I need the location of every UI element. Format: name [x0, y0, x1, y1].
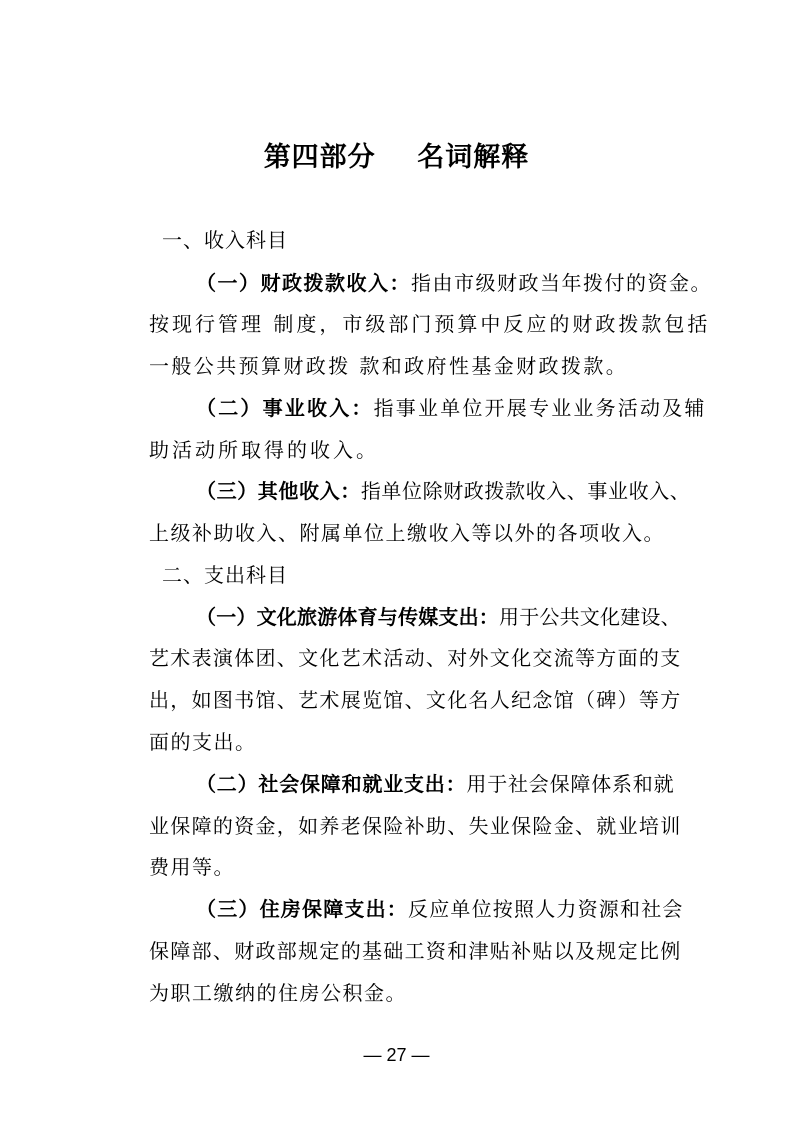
section-heading-expenditure: 二、支出科目 [162, 563, 288, 587]
paragraph-line: 为职工缴纳的住房公积金。 [149, 981, 407, 1005]
term-label: （一）文化旅游体育与传媒支出： [196, 605, 499, 629]
paragraph-line: 费用等。 [149, 855, 235, 879]
paragraph-line [196, 477, 690, 505]
paragraph-line [196, 394, 707, 422]
section-heading-income: 一、收入科目 [162, 228, 288, 252]
paragraph-line: 保障部、财政部规定的基础工资和津贴补贴以及规定比例 [149, 939, 682, 963]
term-label: （一）财政拨款收入： [196, 271, 411, 295]
paragraph-line: 按现行管理 制度，市级部门预算中反应的财政拨款包括 [149, 312, 711, 336]
definition-text: 指事业单位开展专业业务活动及辅 [373, 396, 707, 420]
paragraph-line: 业保障的资金，如养老保险补助、失业保险金、就业培训 [149, 814, 682, 838]
paragraph-line: 艺术表演体团、文化艺术活动、对外文化交流等方面的支 [149, 646, 682, 670]
definition-text: 用于社会保障体系和就 [466, 772, 675, 796]
paragraph-line: 面的支出。 [149, 730, 257, 754]
term-label: （二）事业收入： [196, 396, 374, 420]
paragraph-line [196, 895, 684, 923]
paragraph-line [196, 269, 712, 297]
definition-text: 用于公共文化建设、 [499, 605, 681, 629]
term-label: （二）社会保障和就业支出： [196, 772, 467, 796]
term-label: （三）住房保障支出： [196, 897, 408, 921]
page-title: 第四部分 名词解释 [263, 142, 530, 173]
page-number: — 27 — [363, 1045, 430, 1065]
paragraph-line: 助活动所取得的收入。 [149, 438, 379, 462]
term-label: （三）其他收入： [196, 479, 361, 503]
paragraph-line: 一般公共预算财政拨 款和政府性基金财政拨款。 [149, 354, 629, 378]
paragraph-line [196, 770, 674, 798]
paragraph-line: 上级补助收入、附属单位上缴收入等以外的各项收入。 [149, 521, 665, 545]
paragraph-line [196, 603, 681, 631]
paragraph-line: 出，如图书馆、艺术展览馆、文化名人纪念馆（碑）等方 [149, 688, 682, 712]
definition-text: 反应单位按照人力资源和社会 [408, 897, 684, 921]
definition-text: 指单位除财政拨款收入、事业收入、 [360, 479, 691, 503]
definition-text: 指由市级财政当年拨付的资金。 [411, 271, 712, 295]
